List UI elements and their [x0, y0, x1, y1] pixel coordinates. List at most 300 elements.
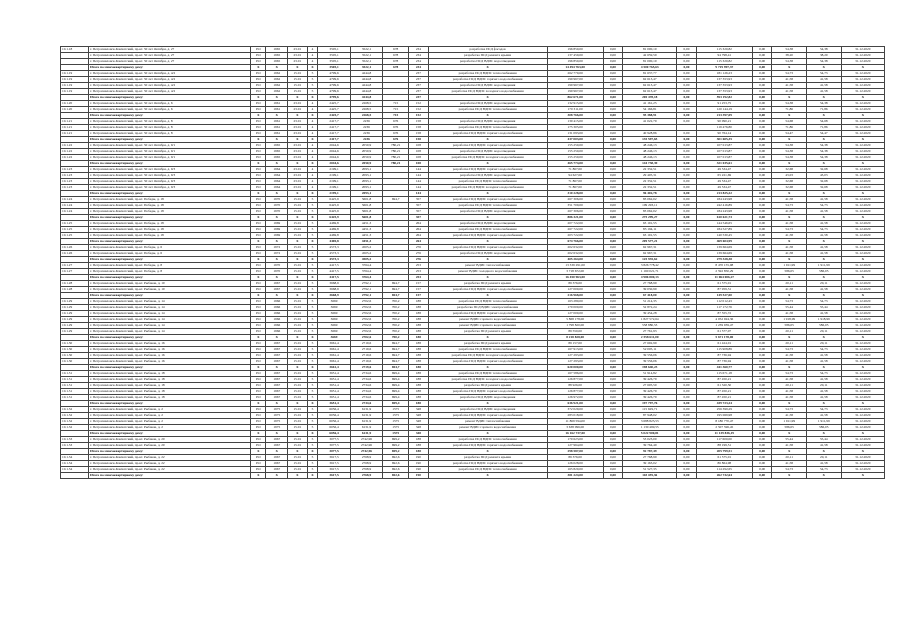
cell-type: РО [251, 389, 266, 395]
cell-date: 31.12.2020 [841, 437, 884, 443]
cell-z3: 0,00 [752, 233, 771, 239]
cell-v2: 81 637,77 [623, 71, 677, 77]
cell-n: 188 [409, 323, 428, 329]
cell-n: 108 [409, 161, 428, 167]
cell-p2: 41,58 [806, 377, 841, 383]
cell-date: 31.12.2020 [841, 323, 884, 329]
cell-s1: 4469,8 [318, 221, 350, 227]
cell-floors: 4 [307, 53, 318, 59]
cell-num: 10.1.30 [61, 347, 89, 353]
cell-p1: 55,44 [772, 305, 807, 311]
cell-p1: 41,58 [772, 83, 807, 89]
cell-v2: 4 986 800,13 [623, 275, 677, 281]
cell-n: 144 [409, 185, 428, 191]
cell-mat: 15.01 [288, 347, 307, 353]
cell-address: Итого по многоквартирному дому: [89, 137, 251, 143]
cell-type: РО [251, 311, 266, 317]
cell-date: 31.12.2020 [841, 359, 884, 365]
cell-work: X [428, 191, 547, 197]
cell-address: г. Петропавловск-Камчатский, пр-кт. Победы, д. 6 [89, 245, 251, 251]
cell-s1: 3668,9 [318, 287, 350, 293]
cell-v2: 39 556,06 [623, 359, 677, 365]
cell-p1: 1 918,99 [772, 317, 807, 323]
cell-z1: 0,00 [603, 131, 622, 137]
cell-type: РО [251, 425, 266, 431]
cell-mat: 15.01 [288, 359, 307, 365]
cell-mat: X [288, 293, 307, 299]
cell-s1: 3669 [318, 329, 350, 335]
cell-sum: 202 632,00 [547, 251, 603, 257]
cell-p2: 71,86 [806, 125, 841, 131]
cell-year: X [266, 239, 288, 245]
cell-work: разработка ПСД ВДИС теплоснабжения [428, 107, 547, 113]
cell-address: г. Петропавловск-Камчатский, пр-кт. Рыбаков, д. 16 [89, 341, 251, 347]
cell-floors: 5 [307, 371, 318, 377]
cell-year: 1967 [266, 287, 288, 293]
cell-z2: 0,00 [677, 275, 696, 281]
cell-p1: 54,68 [772, 119, 807, 125]
cell-v3: 65 221,69 [696, 173, 752, 179]
cell-v2: 27 768,99 [623, 281, 677, 287]
cell-s3: 699,2 [383, 449, 409, 455]
cell-sum: 126 972,00 [547, 395, 603, 401]
cell-num: 10.1.30 [61, 359, 89, 365]
cell-year: 1965 [266, 47, 288, 53]
cell-s2: 2093,1 [350, 179, 382, 185]
cell-v3: 11 064 006,27 [696, 275, 752, 281]
cell-type: РО [251, 383, 266, 389]
cell-z1: 0,00 [603, 191, 622, 197]
cell-p1: 54,73 [772, 371, 807, 377]
cell-work: разработка ПСД ВДИС водоотведения [428, 119, 547, 125]
cell-v2: 63 191,55 [623, 221, 677, 227]
capital-repair-table [60, 46, 885, 479]
cell-s1: 3651,4 [318, 401, 350, 407]
cell-n: 237 [409, 83, 428, 89]
cell-p2: 20,11 [806, 341, 841, 347]
cell-s2: 2268,5 [350, 107, 382, 113]
cell-z3: 0,00 [752, 401, 771, 407]
cell-work: разработка ПСД ВДИС теплоснабжения [428, 227, 547, 233]
cell-s3: 1575 [383, 407, 409, 413]
cell-s2: 2702,6 [350, 317, 382, 323]
cell-z2: 0,00 [677, 443, 696, 449]
cell-num: 10.1.28 [61, 287, 89, 293]
cell-address: г. Петропавловск-Камчатский, пр-кт. 50 лет Октября, д. 8 [89, 125, 251, 131]
cell-s3: 1575 [383, 413, 409, 419]
cell-s3: 694,7 [383, 341, 409, 347]
cell-address: г. Петропавловск-Камчатский, пр-кт. Рыбаков, д. 18 [89, 383, 251, 389]
cell-date: 31.12.2020 [841, 227, 884, 233]
cell-floors: 5 [307, 341, 318, 347]
cell-p2: X [806, 191, 841, 197]
cell-s2: 2734,6 [350, 371, 382, 377]
cell-s1: 2199,1 [318, 191, 350, 197]
cell-p1: 1 911,99 [772, 263, 807, 269]
cell-date: 31.12.2020 [841, 419, 884, 425]
cell-num: 10.1.22 [61, 155, 89, 161]
cell-floors: 4 [307, 143, 318, 149]
cell-s1: 6425,9 [318, 197, 350, 203]
cell-s1: 3661,4 [318, 353, 350, 359]
cell-s3: 1575 [383, 431, 409, 437]
cell-s2: 2719,6 [350, 353, 382, 359]
cell-sum: 71 867,00 [547, 167, 603, 173]
cell-year: X [266, 473, 288, 479]
cell-v3: 87 450,21 [696, 377, 752, 383]
cell-year: X [266, 401, 288, 407]
cell-s2: 2050,9 [350, 155, 382, 161]
cell-work: разработка ПСД ремонта крыши [428, 329, 547, 335]
cell-v2: 39 030,99 [623, 287, 677, 293]
cell-address: Итого по многоквартирному дому: [89, 257, 251, 263]
cell-s3: 692,6 [383, 455, 409, 461]
cell-n: 264 [409, 233, 428, 239]
cell-work: разработка ПСД ВДИС теплоснабжения [428, 371, 547, 377]
cell-date: 31.12.2020 [841, 173, 884, 179]
cell-n: 158 [409, 125, 428, 131]
cell-date: X [841, 95, 884, 101]
cell-sum: 262 770,00 [547, 71, 603, 77]
cell-floors: 5 [307, 263, 318, 269]
cell-mat: 15.01 [288, 329, 307, 335]
cell-z3: 0,00 [752, 215, 771, 221]
cell-floors: X [307, 275, 318, 281]
cell-type: X [251, 191, 266, 197]
cell-num: 10.1.31 [61, 377, 89, 383]
cell-num: 10.1.29 [61, 317, 89, 323]
cell-year: 1972 [266, 251, 288, 257]
cell-v3: 205 799,51 [696, 449, 752, 455]
cell-p1: X [772, 215, 807, 221]
cell-s1: 3669 [318, 299, 350, 305]
cell-year: 1970 [266, 269, 288, 275]
cell-mat: 23.01 [288, 53, 307, 59]
cell-z2: 0,00 [677, 119, 696, 125]
cell-floors: 4 [307, 119, 318, 125]
cell-floors: X [307, 161, 318, 167]
cell-v2: 5 022 900,81 [623, 431, 677, 437]
cell-sum: 167 586,00 [547, 371, 603, 377]
cell-p1: 54,73 [772, 407, 807, 413]
cell-v2: 54 166,81 [623, 107, 677, 113]
cell-z3: 0,00 [752, 329, 771, 335]
cell-year: 1967 [266, 461, 288, 467]
cell-s1: 6056,4 [318, 425, 350, 431]
cell-address: г. Петропавловск-Камчатский, пр-кт. 50 лет Октября, д. 8 [89, 131, 251, 137]
cell-floors: 4 [307, 179, 318, 185]
cell-type: РО [251, 167, 266, 173]
cell-s3: 700,2 [383, 305, 409, 311]
cell-n: 188 [409, 377, 428, 383]
cell-work: разработка ПСД ВДИС холодного водоснабжения [428, 89, 547, 95]
cell-s1: 2417,7 [318, 137, 350, 143]
cell-n: 188 [409, 395, 428, 401]
cell-floors: X [307, 95, 318, 101]
cell-sum: 126 028,00 [547, 461, 603, 467]
cell-work: разработка ПСД ВДИС горячего водоснабжения [428, 131, 547, 137]
cell-z1: 0,00 [603, 161, 622, 167]
cell-p2: 32,68 [806, 185, 841, 191]
cell-z1: 0,00 [603, 197, 622, 203]
cell-z3: 0,00 [752, 131, 771, 137]
cell-year: X [266, 431, 288, 437]
cell-mat: 23.01 [288, 47, 307, 53]
cell-z2: 0,00 [677, 317, 696, 323]
cell-s2: 3764,4 [350, 263, 382, 269]
cell-z1: 0,00 [603, 137, 622, 143]
cell-floors: X [307, 215, 318, 221]
cell-n: 158 [409, 119, 428, 125]
cell-s1: 4573,3 [318, 245, 350, 251]
cell-n: 152 [409, 107, 428, 113]
cell-year: X [266, 65, 288, 71]
cell-v3: 213 397,09 [696, 113, 752, 119]
cell-num: 10.1.18 [61, 47, 89, 53]
cell-z3: 0,00 [752, 395, 771, 401]
cell-date: X [841, 449, 884, 455]
cell-s2: 6131,9 [350, 413, 382, 419]
cell-date: 31.12.2020 [841, 329, 884, 335]
cell-z3: 0,00 [752, 269, 771, 275]
cell-mat: 15.01 [288, 413, 307, 419]
cell-p2: 54,38 [806, 149, 841, 155]
cell-num: 10.1.34 [61, 467, 89, 473]
cell-mat: 15.01 [288, 425, 307, 431]
cell-v2: 22 332,51 [623, 179, 677, 185]
cell-p1: 41,58 [772, 311, 807, 317]
cell-sum: 127 000,00 [547, 311, 603, 317]
cell-address: г. Петропавловск-Камчатский, пр-кт. 50 лет Октября, д. 9/3 [89, 173, 251, 179]
cell-type: РО [251, 203, 266, 209]
cell-v2: 198 640,23 [623, 365, 677, 371]
cell-z1: 0,00 [603, 455, 622, 461]
cell-n: 348 [409, 431, 428, 437]
cell-date: 31.12.2020 [841, 119, 884, 125]
cell-z1: 0,00 [603, 149, 622, 155]
cell-type: РО [251, 227, 266, 233]
cell-floors: 5 [307, 299, 318, 305]
cell-type: РО [251, 263, 266, 269]
cell-work: разработка ПСД ВДИС холодного водоснабжения [428, 353, 547, 359]
cell-num: 10.1.26 [61, 245, 89, 251]
cell-p2: 54,38 [806, 47, 841, 53]
cell-z3: 0,00 [752, 101, 771, 107]
cell-n: 188 [409, 401, 428, 407]
cell-type: РО [251, 209, 266, 215]
cell-v2: 53 023,00 [623, 437, 677, 443]
cell-p1: X [772, 365, 807, 371]
cell-v3: 256 399,29 [696, 407, 752, 413]
cell-num: 10.1.19 [61, 89, 89, 95]
cell-s2: 2719,6 [350, 359, 382, 365]
cell-address: г. Петропавловск-Камчатский, пр-кт. Рыбаков, д. 20 [89, 437, 251, 443]
cell-type: X [251, 275, 266, 281]
cell-work: X [428, 431, 547, 437]
cell-date: 31.12.2020 [841, 317, 884, 323]
cell-mat: 15.01 [288, 467, 307, 473]
cell-p1: 54,73 [772, 347, 807, 353]
cell-type: РО [251, 407, 266, 413]
cell-date: 31.12.2020 [841, 467, 884, 473]
cell-s1: 2044,6 [318, 161, 350, 167]
cell-p1: 43,03 [772, 173, 807, 179]
cell-floors: X [307, 431, 318, 437]
cell-work: разработка ПСД ВДИС горячего водоснабжения [428, 359, 547, 365]
cell-z3: 0,00 [752, 95, 771, 101]
cell-s3: 715 [383, 107, 409, 113]
cell-year: 1962 [266, 71, 288, 77]
cell-type: РО [251, 281, 266, 287]
cell-v3: 4 052 924,36 [696, 317, 752, 323]
cell-work: ремонт ВДИС горячего водоснабжения [428, 317, 547, 323]
cell-n: 253 [409, 263, 428, 269]
cell-v3: 137 353,93 [696, 77, 752, 83]
cell-s2: 2236 [350, 131, 382, 137]
cell-s3: 700,2 [383, 329, 409, 335]
cell-p2: 41,58 [806, 389, 841, 395]
cell-year: X [266, 257, 288, 263]
cell-address: г. Петропавловск-Камчатский, пр-кт. Рыбаков, д. 2 [89, 425, 251, 431]
cell-n: 152 [409, 101, 428, 107]
cell-v3: 90 764,14 [696, 131, 752, 137]
cell-p2: 54,73 [806, 371, 841, 377]
cell-p1: 20,11 [772, 455, 807, 461]
cell-floors: 5 [307, 413, 318, 419]
cell-v2: 27 761,93 [623, 329, 677, 335]
cell-p1: 41,58 [772, 377, 807, 383]
cell-p1: 586,05 [772, 323, 807, 329]
cell-s3: 700,2 [383, 335, 409, 341]
cell-address: г. Петропавловск-Камчатский, пр-кт. 50 лет Октября, д. 4/2 [89, 83, 251, 89]
cell-sum: 437 003,00 [547, 137, 603, 143]
cell-work: разработка ПСД ВДИС горячего водоснабжения [428, 167, 547, 173]
cell-p2: 41,58 [806, 221, 841, 227]
cell-z1: 0,00 [603, 65, 622, 71]
cell-n: 158 [409, 137, 428, 143]
cell-s1: 3651,4 [318, 395, 350, 401]
cell-p2: X [806, 473, 841, 479]
cell-p2: 1 911,99 [806, 263, 841, 269]
cell-s2: 2768,9 [350, 473, 382, 479]
cell-sum: 89 376,00 [547, 281, 603, 287]
cell-num: 10.1.19 [61, 77, 89, 83]
cell-v3: 137 353,93 [696, 83, 752, 89]
cell-z3: 0,00 [752, 257, 771, 263]
cell-num: 10.1.29 [61, 323, 89, 329]
cell-z1: 0,00 [603, 425, 622, 431]
cell-s2: 2719,6 [350, 347, 382, 353]
cell-p2: 41,58 [806, 245, 841, 251]
cell-s1: 4417,5 [318, 269, 350, 275]
cell-mat: 23.01 [288, 149, 307, 155]
cell-p2: 41,58 [806, 251, 841, 257]
cell-address: г. Петропавловск-Камчатский, пр-кт. Рыбаков, д. 10 [89, 287, 251, 293]
cell-work: разработка ПСД ВДИС горячего водоснабжения [428, 443, 547, 449]
cell-sum: 127 293,00 [547, 353, 603, 359]
cell-p2: 38,20 [806, 53, 841, 59]
cell-floors: 5 [307, 287, 318, 293]
cell-z2: 0,00 [677, 335, 696, 341]
cell-s2: 2236 [350, 137, 382, 143]
cell-date: 31.12.2020 [841, 425, 884, 431]
cell-s1: 3669 [318, 311, 350, 317]
cell-p1: 54,38 [772, 155, 807, 161]
cell-year: 1969 [266, 221, 288, 227]
cell-date: 31.12.2020 [841, 263, 884, 269]
cell-z3: 0,00 [752, 293, 771, 299]
cell-address: Итого по многоквартирному дому: [89, 275, 251, 281]
cell-mat: 15.01 [288, 377, 307, 383]
cell-n: 188 [409, 317, 428, 323]
cell-work: X [428, 161, 547, 167]
cell-year: 1962 [266, 83, 288, 89]
cell-date: 31.12.2020 [841, 389, 884, 395]
cell-z1: 0,00 [603, 317, 622, 323]
cell-floors: 5 [307, 203, 318, 209]
cell-p1: 41,58 [772, 77, 807, 83]
cell-z3: 0,00 [752, 341, 771, 347]
cell-type: РО [251, 119, 266, 125]
cell-date: 31.12.2020 [841, 185, 884, 191]
cell-s3: 699,4 [383, 383, 409, 389]
cell-s2: 2742,96 [350, 437, 382, 443]
cell-sum: 170 000,00 [547, 305, 603, 311]
cell-year: 1962 [266, 89, 288, 95]
cell-year: X [266, 113, 288, 119]
cell-z3: 0,00 [752, 275, 771, 281]
cell-type: РО [251, 83, 266, 89]
cell-type: РО [251, 299, 266, 305]
cell-mat: X [288, 215, 307, 221]
cell-p2: 41,58 [806, 395, 841, 401]
cell-v2: 1 130 499,55 [623, 425, 677, 431]
cell-s3: 1575 [383, 425, 409, 431]
cell-type: РО [251, 125, 266, 131]
cell-s2: 2093,1 [350, 185, 382, 191]
cell-v2: 29 405,31 [623, 173, 677, 179]
cell-p2: X [806, 401, 841, 407]
cell-s2: 3764,4 [350, 269, 382, 275]
cell-n: 188 [409, 347, 428, 353]
cell-type: X [251, 401, 266, 407]
cell-year: 1961 [266, 101, 288, 107]
cell-floors: 4 [307, 59, 318, 65]
cell-mat: 15.01 [288, 221, 307, 227]
cell-z2: 0,00 [677, 257, 696, 263]
cell-year: 1967 [266, 389, 288, 395]
cell-n: 234 [409, 53, 428, 59]
cell-s2: 2702,6 [350, 323, 382, 329]
cell-num: 10.1.32 [61, 407, 89, 413]
cell-date: X [841, 335, 884, 341]
cell-year: 1966 [266, 323, 288, 329]
cell-s2: 2093,1 [350, 167, 382, 173]
cell-z1: 0,00 [603, 383, 622, 389]
cell-z2: 0,00 [677, 245, 696, 251]
cell-s3: 694,7 [383, 347, 409, 353]
cell-z1: 0,00 [603, 323, 622, 329]
cell-mat: 15.01 [288, 443, 307, 449]
cell-p2: 54,73 [806, 467, 841, 473]
cell-p2: X [806, 431, 841, 437]
cell-z1: 0,00 [603, 125, 622, 131]
cell-address: г. Петропавловск-Камчатский, пр-кт. Рыбаков, д. 20 [89, 443, 251, 449]
cell-s2: 2792,1 [350, 281, 382, 287]
cell-num: 10.1.27 [61, 263, 89, 269]
cell-s1: 3617,5 [318, 461, 350, 467]
cell-work: разработка ПСД ВДИС горячего водоснабжения [428, 461, 547, 467]
